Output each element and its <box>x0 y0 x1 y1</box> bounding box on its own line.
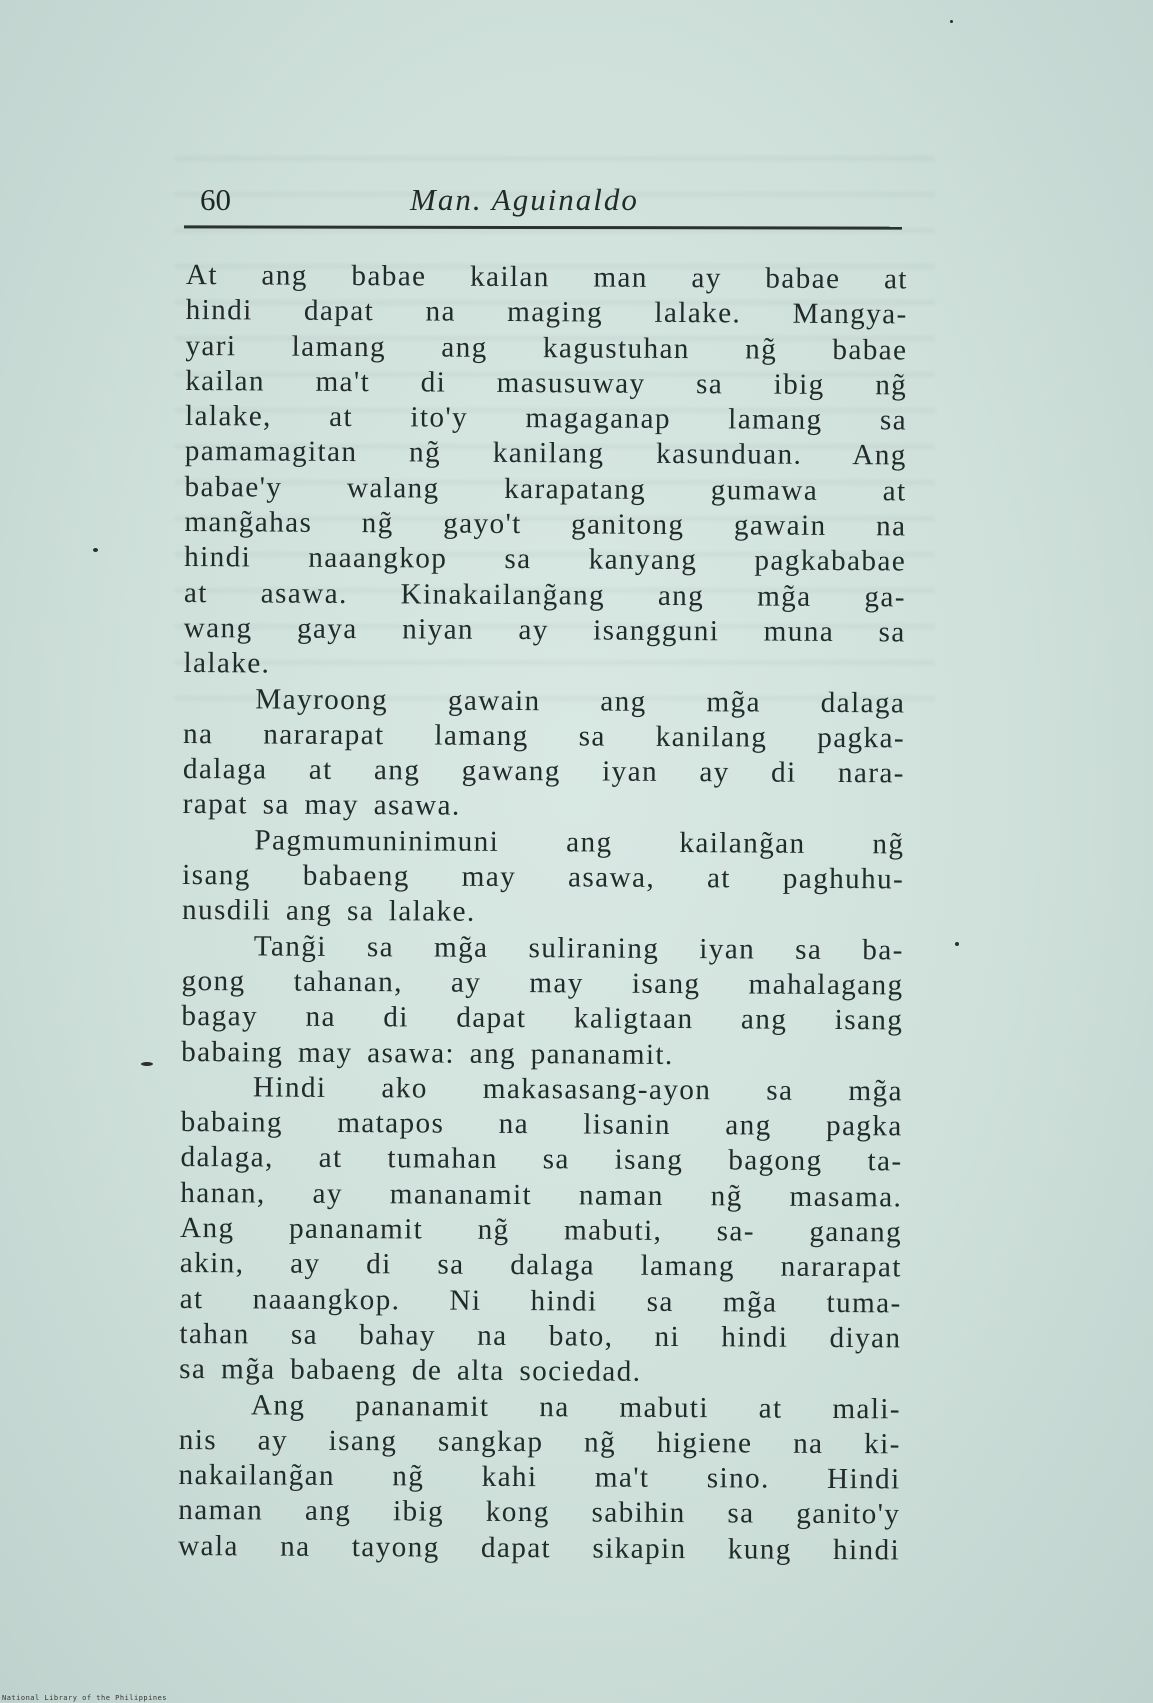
page-header <box>200 182 900 222</box>
scan-speck <box>950 20 953 23</box>
scan-speck <box>93 548 98 552</box>
text-line: babae'y walang karapatang gumawa at <box>184 470 907 508</box>
text-line: hanan, ay mananamit naman ng̃ masama. <box>180 1176 903 1214</box>
text-line: dalaga at ang gawang iyan ay di nara- <box>182 753 905 790</box>
text-line: hindi naaangkop sa kanyang pagkababae <box>184 541 907 578</box>
text-line: at asawa. Kinakailang̃ang ang mg̃a ga- <box>183 576 907 614</box>
text-line: kailan ma't di masusuway sa ibig ng̃ <box>185 364 908 402</box>
text-line: gong tahanan, ay may isang mahalagang <box>181 964 904 1002</box>
text-line: At ang babae kailan man ay babae at <box>185 258 908 296</box>
text-line: nis ay isang sangkap ng̃ higiene na ki- <box>178 1423 901 1461</box>
text-line: nakailang̃an ng̃ kahi ma't sino. Hindi <box>178 1459 901 1496</box>
text-line: isang babaeng may asawa, at paghuhu- <box>182 859 905 896</box>
text-line: na nararapat lamang sa kanilang pagka- <box>182 717 906 755</box>
text-line: yari lamang ang kagustuhan ng̃ babae <box>185 329 908 367</box>
text-line: wang gaya niyan ay isangguni muna sa <box>183 611 906 649</box>
library-credit: National Library of the Philippines <box>2 1694 168 1702</box>
text-line: sa mg̃a babaeng de alta sociedad. <box>179 1353 642 1389</box>
text-line: mang̃ahas ng̃ gayo't ganitong gawain na <box>184 506 907 543</box>
text-line: wala na tayong dapat sikapin kung hindi <box>178 1529 901 1567</box>
text-line: dalaga, at tumahan sa isang bagong ta- <box>180 1141 903 1178</box>
text-line: tahan sa bahay na bato, ni hindi diyan <box>179 1317 902 1355</box>
text-line: Pagmumuninimuni ang kailang̃an ng̃ <box>254 824 905 861</box>
scan-speck <box>955 942 959 946</box>
running-title: Man. Aguinaldo <box>410 182 639 217</box>
text-line: at naaangkop. Ni hindi sa mg̃a tuma- <box>179 1282 902 1320</box>
scan-speck <box>141 1062 153 1066</box>
body-text <box>178 258 908 1568</box>
text-line: Ang pananamit ng̃ mabuti, sa- ganang <box>179 1211 903 1249</box>
text-line: babaing may asawa: ang pananamit. <box>181 1035 674 1071</box>
text-line: akin, ay di sa dalaga lamang nararapat <box>179 1247 902 1284</box>
text-line: pamamagitan ng̃ kanilang kasunduan. Ang <box>184 435 907 472</box>
text-line: Hindi ako makasasang-ayon sa mg̃a <box>252 1071 904 1108</box>
text-line: lalake, at ito'y magaganap lamang sa <box>184 400 908 437</box>
text-line: Ang pananamit na mabuti at mali- <box>250 1388 902 1425</box>
text-line: Tang̃i sa mg̃a suliraning iyan sa ba- <box>253 930 904 967</box>
text-line: naman ang ibig kong sabihin sa ganito'y <box>178 1494 901 1531</box>
text-line: hindi dapat na maging lalake. Mangya- <box>185 294 908 331</box>
text-line: babaing matapos na lisanin ang pagka <box>180 1106 903 1143</box>
page-number: 60 <box>200 182 231 217</box>
text-line: bagay na di dapat kaligtaan ang isang <box>181 1000 904 1037</box>
text-line: lalake. <box>183 647 271 680</box>
text-line: nusdili ang sa lalake. <box>181 894 476 929</box>
text-line: rapat sa may asawa. <box>182 788 461 823</box>
text-line: Mayroong gawain ang mg̃a dalaga <box>255 682 906 719</box>
